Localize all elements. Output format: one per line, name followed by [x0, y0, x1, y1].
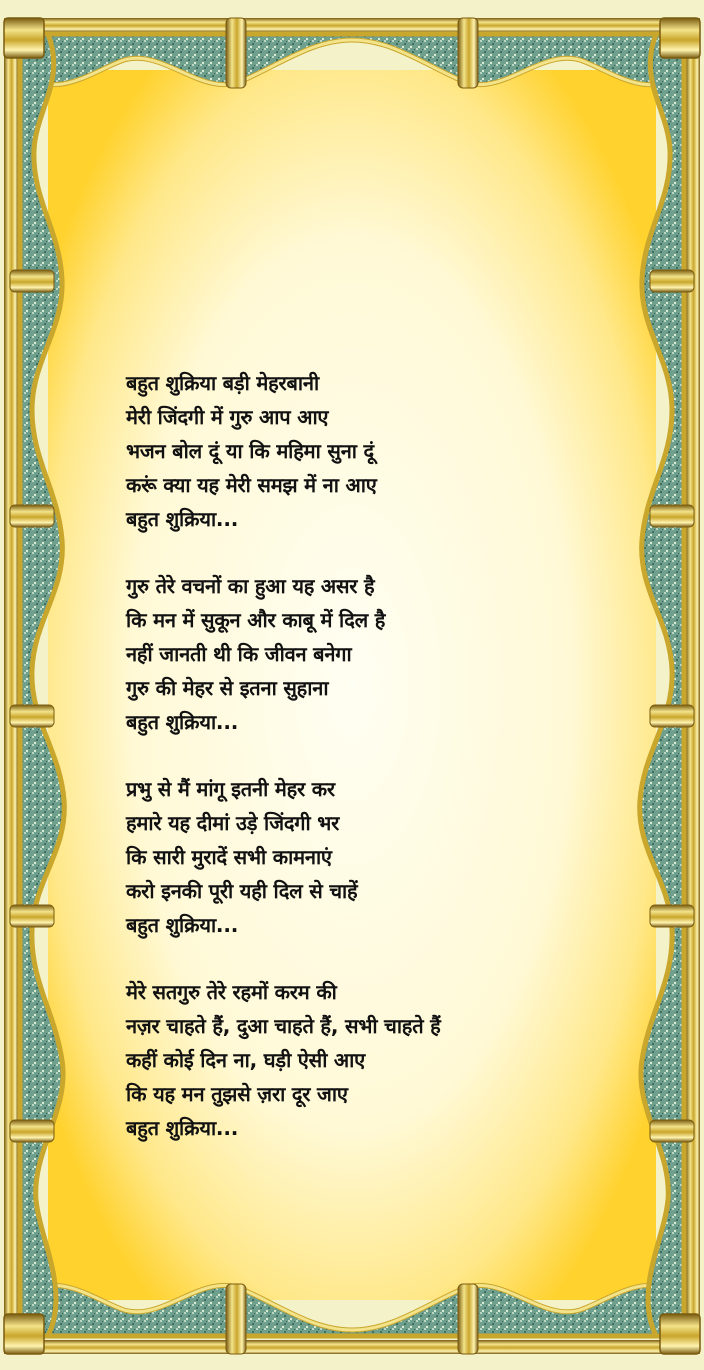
poem-line: करूं क्या यह मेरी समझ में ना आए [126, 473, 377, 497]
poem-line: प्रभु से मैं मांगू इतनी मेहर कर [126, 777, 335, 801]
stanza [126, 366, 596, 536]
poem-line: नहीं जानती थी कि जीवन बनेगा [126, 642, 352, 666]
poem-line: कि यह मन तुझसे ज़रा दूर जाए [126, 1082, 348, 1106]
poem-refrain: बहुत शुक्रिया... [126, 507, 239, 531]
poem-line: गुरु तेरे वचनों का हुआ यह असर है [126, 574, 375, 598]
poem-refrain: बहुत शुक्रिया... [126, 913, 239, 937]
poem-line: भजन बोल दूं या कि महिमा सुना दूं [126, 439, 374, 463]
stanza [126, 975, 596, 1145]
poem-line: नज़र चाहते हैं, दुआ चाहते हैं, सभी चाहते हैं [126, 1014, 441, 1038]
poem-line: हमारे यह दीमां उड़े जिंदगी भर [126, 811, 340, 835]
poem-line: कि सारी मुरादें सभी कामनाएं [126, 845, 332, 869]
poem-refrain: बहुत शुक्रिया... [126, 710, 239, 734]
poem-line: कहीं कोई दिन ना, घड़ी ऐसी आए [126, 1048, 366, 1072]
stanza [126, 569, 596, 739]
poem-line: गुरु की मेहर से इतना सुहाना [126, 676, 329, 700]
stanza [126, 772, 596, 942]
poem-line: करो इनकी पूरी यही दिल से चाहें [126, 879, 358, 903]
poem-line: मेरी जिंदगी में गुरु आप आए [126, 405, 329, 429]
poem-text [126, 366, 596, 1178]
poem-line: बहुत शुक्रिया बड़ी मेहरबानी [126, 371, 319, 395]
poem-line: मेरे सतगुरु तेरे रहमों करम की [126, 980, 337, 1004]
poem-line: कि मन में सुकून और काबू में दिल है [126, 608, 386, 632]
poem-refrain: बहुत शुक्रिया... [126, 1116, 239, 1140]
